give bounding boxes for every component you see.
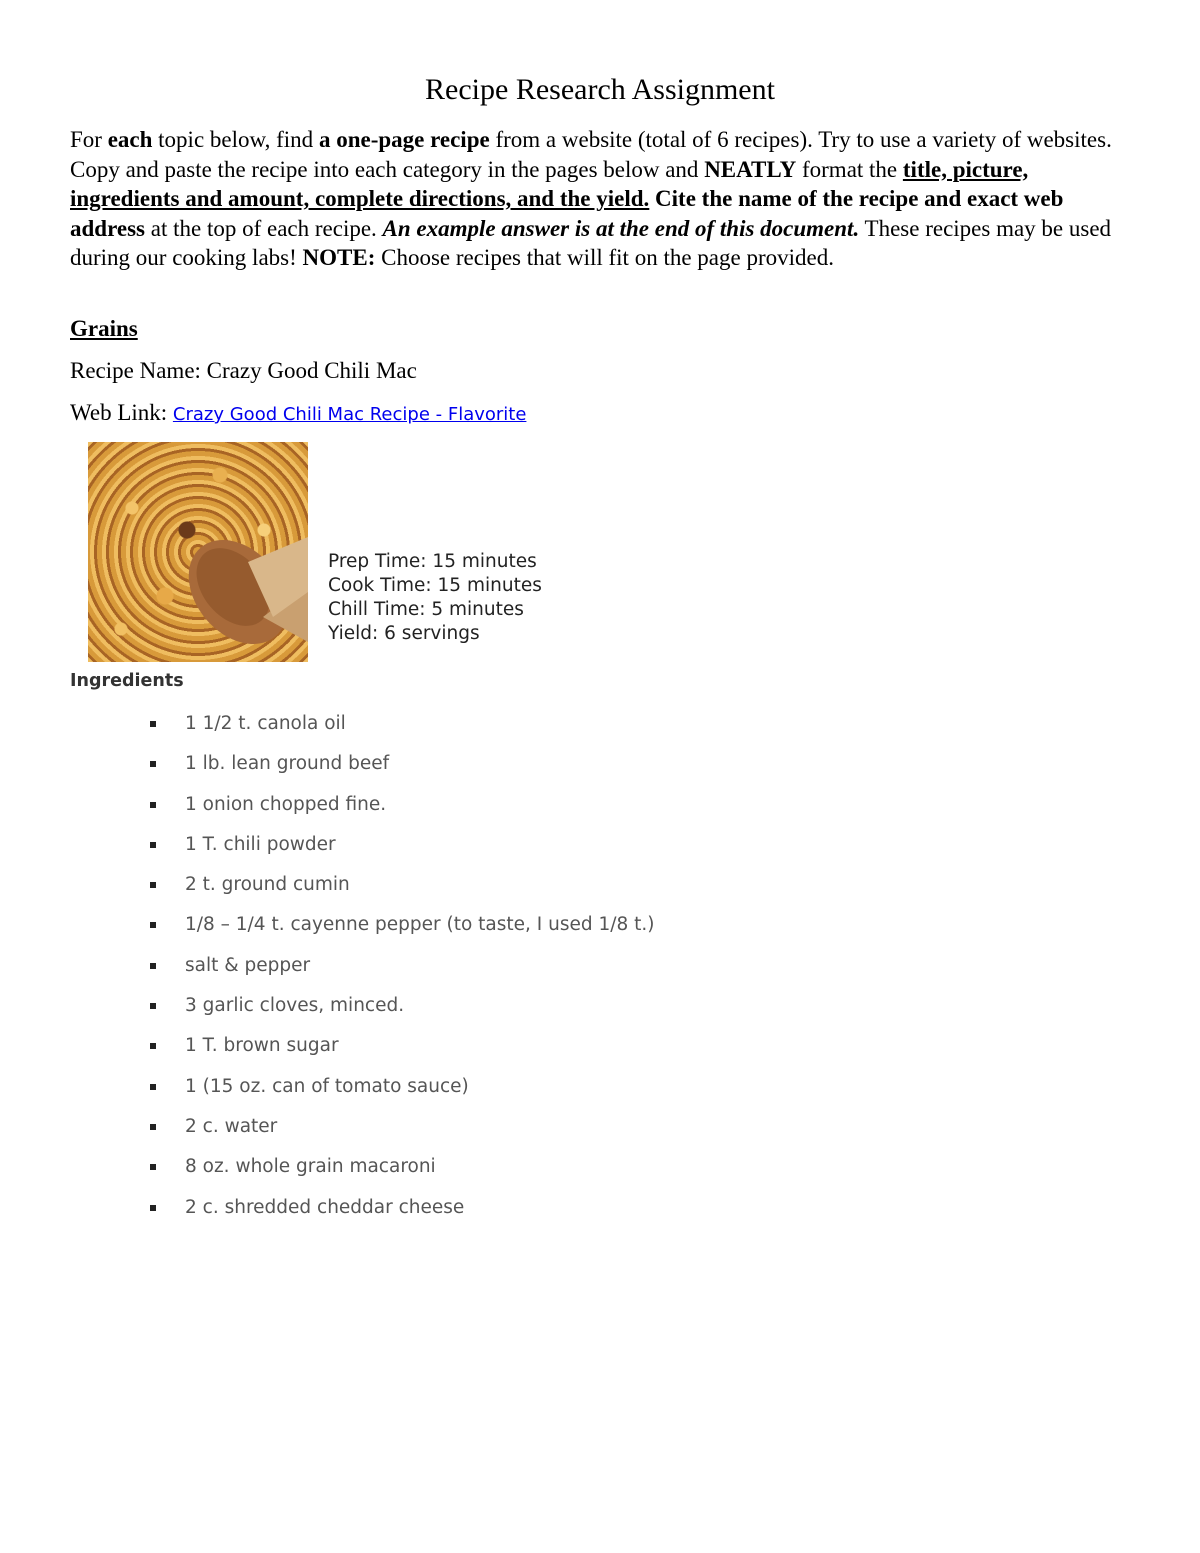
bullet-icon	[150, 882, 156, 888]
list-item: 1/8 – 1/4 t. cayenne pepper (to taste, I used 1/8 t.)	[0, 912, 655, 952]
list-item: 1 onion chopped fine.	[0, 792, 655, 832]
bullet-icon	[150, 1003, 156, 1009]
list-item: 1 T. chili powder	[0, 832, 655, 872]
bullet-icon	[150, 1124, 156, 1130]
cook-time: Cook Time: 15 minutes	[328, 575, 542, 596]
section-heading-grains: Grains	[70, 316, 138, 341]
bullet-icon	[150, 1084, 156, 1090]
web-link-label: Web Link:	[70, 400, 173, 425]
list-item: 1 lb. lean ground beef	[0, 751, 655, 791]
bullet-icon	[150, 842, 156, 848]
prep-time: Prep Time: 15 minutes	[328, 551, 537, 572]
list-item: 1 (15 oz. can of tomato sauce)	[0, 1074, 655, 1114]
list-item: 1 1/2 t. canola oil	[0, 711, 655, 751]
list-item: 2 c. water	[0, 1114, 655, 1154]
chill-time: Chill Time: 5 minutes	[328, 599, 524, 620]
list-item: 3 garlic cloves, minced.	[0, 993, 655, 1033]
recipe-name: Recipe Name: Crazy Good Chili Mac	[70, 358, 417, 383]
page-title: Recipe Research Assignment	[425, 73, 775, 106]
bullet-icon	[150, 1043, 156, 1049]
list-item: 1 T. brown sugar	[0, 1033, 655, 1073]
bullet-icon	[150, 1164, 156, 1170]
assignment-instructions: For each topic below, find a one-page recipe from a website (total of 6 recipes). Try to use a variety of websites. Copy and paste the recipe into each category in the pages below and NEATLY format the title, picture, ingredients and amount, complete directions, and the yield. Cite the name of the recipe and exact web address at the top of each recipe. An example answer is at the end of this document. These recipes may be used during our cooking labs! NOTE: Choose recipes that will fit on the page provided.	[70, 127, 1112, 270]
wooden-spoon-icon	[88, 442, 308, 662]
bullet-icon	[150, 761, 156, 767]
bullet-icon	[150, 922, 156, 928]
list-item: 2 c. shredded cheddar cheese	[0, 1195, 655, 1235]
chili-mac-photo	[88, 442, 308, 662]
list-item: 8 oz. whole grain macaroni	[0, 1154, 655, 1194]
web-link-row	[70, 398, 526, 430]
bullet-icon	[150, 963, 156, 969]
list-item: salt & pepper	[0, 953, 655, 993]
bullet-icon	[150, 1205, 156, 1211]
yield: Yield: 6 servings	[328, 623, 480, 644]
list-item: 2 t. ground cumin	[0, 872, 655, 912]
recipe-web-link[interactable]: Crazy Good Chili Mac Recipe - Flavorite	[172, 404, 527, 425]
bullet-icon	[150, 802, 156, 808]
ingredients-list	[0, 711, 655, 1235]
ingredients-heading: Ingredients	[70, 671, 184, 691]
bullet-icon	[150, 721, 156, 727]
recipe-times	[328, 550, 542, 646]
